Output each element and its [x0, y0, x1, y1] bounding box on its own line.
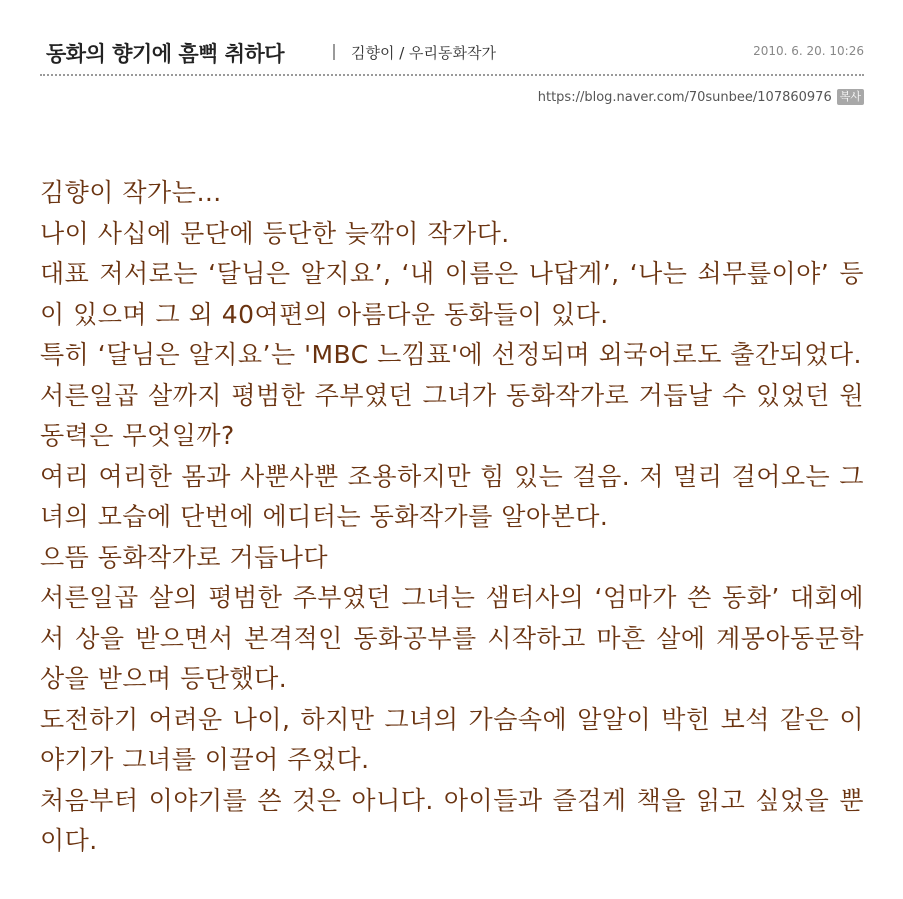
post-body: [40, 173, 864, 862]
body-paragraph: 김향이 작가는…: [40, 178, 222, 207]
section-heading: 으뜸 동화작가로 거듭나다: [40, 542, 329, 572]
post-category-link[interactable]: 김향이 / 우리동화작가: [351, 44, 497, 62]
body-paragraph: 처음부터 이야기를 쓴 것은 아니다. 아이들과 즐겁게 책을 읽고 싶었을 뿐이다.: [40, 785, 864, 855]
body-paragraph: 여리 여리한 몸과 사뿐사뿐 조용하지만 힘 있는 걸음. 저 멀리 걸어오는 그녀의 모습에 단번에 에디터는 동화작가를 알아본다.: [40, 461, 864, 531]
body-paragraph: 서른일곱 살까지 평범한 주부였던 그녀가 동화작가로 거듭날 수 있었던 원동력은 무엇일까?: [40, 380, 864, 450]
copy-url-button[interactable]: 복사: [837, 89, 864, 105]
post-url: https://blog.naver.com/70sunbee/107860976: [537, 89, 832, 105]
post-header: [40, 34, 864, 76]
post-title: 동화의 향기에 흠뻑 취하다: [46, 42, 285, 66]
post-date: 2010. 6. 20. 10:26: [753, 44, 864, 58]
post-url-row: [538, 87, 864, 107]
body-paragraph: 서른일곱 살의 평범한 주부였던 그녀는 샘터사의 ‘엄마가 쓴 동화’ 대회에서 상을 받으면서 본격적인 동화공부를 시작하고 마흔 살에 계몽아동문학상을 받으며 등단했다.: [40, 583, 864, 693]
body-paragraph: 나이 사십에 문단에 등단한 늦깎이 작가다.: [40, 218, 510, 248]
title-divider: [333, 44, 335, 60]
body-paragraph: 특히 ‘달님은 알지요’는 'MBC 느낌표'에 선정되며 외국어로도 출간되었다.: [40, 340, 863, 369]
body-paragraph: 도전하기 어려운 나이, 하지만 그녀의 가슴속에 알알이 박힌 보석 같은 이야기가 그녀를 이끌어 주었다.: [40, 704, 864, 774]
body-paragraph: 대표 저서로는 ‘달님은 알지요’, ‘내 이름은 나답게’, ‘나는 쇠무릎이야’ 등이 있으며 그 외 40여편의 아름다운 동화들이 있다.: [40, 259, 864, 329]
